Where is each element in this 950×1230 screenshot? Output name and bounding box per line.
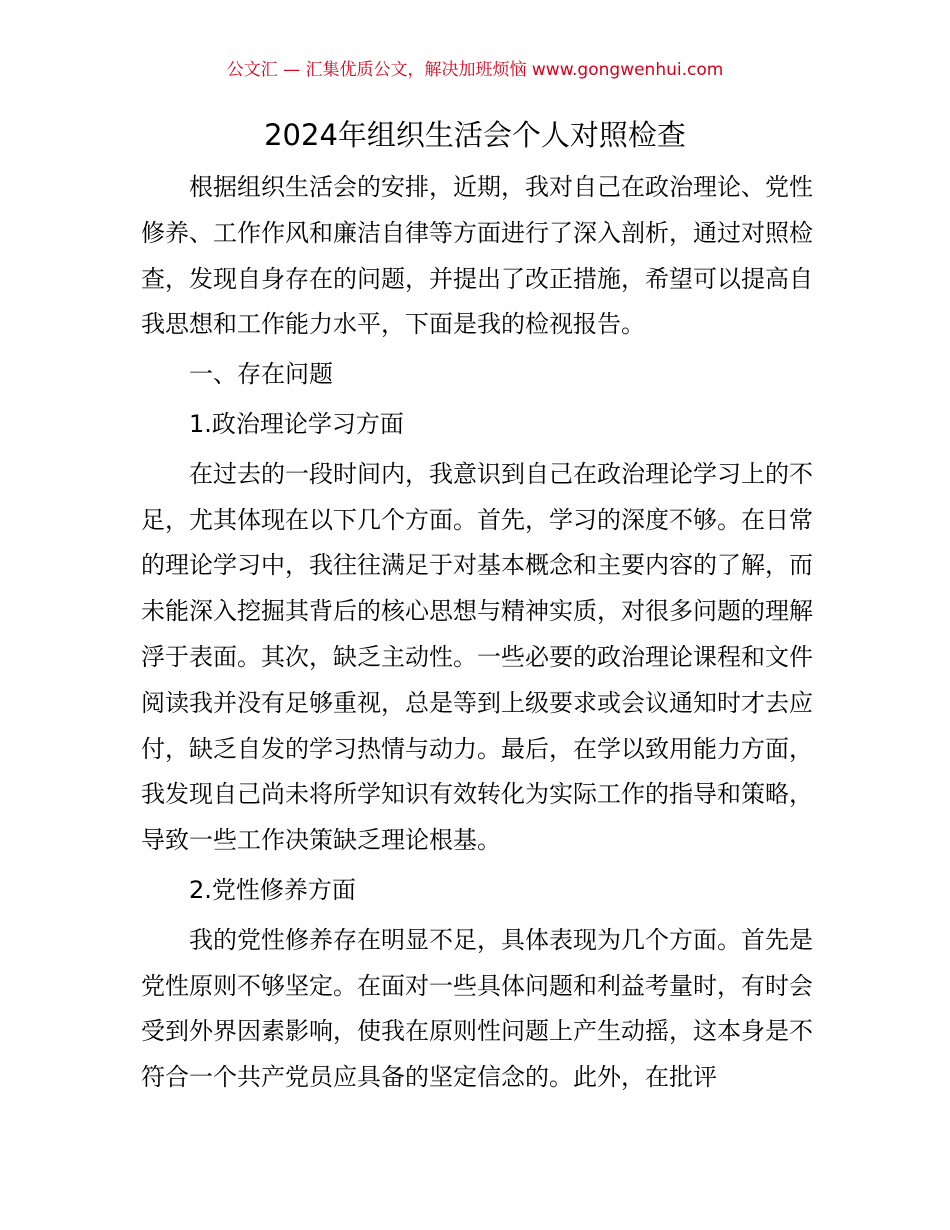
party-spirit-paragraph: 我的党性修养存在明显不足，具体表现为几个方面。首先是党性原则不够坚定。在面对一些具体问题和利益考量时，有时会受到外界因素影响，使我在原则性问题上产生动摇，这本身是不符合一个共产党员应具备的坚定信念的。此外，在批评 [141, 925, 813, 1092]
document-body [141, 165, 813, 1105]
section-heading-problems: 一、存在问题 [189, 360, 333, 389]
subheading-political-theory: 1.政治理论学习方面 [189, 409, 404, 438]
document-title: 2024年组织生活会个人对照检查 [264, 118, 686, 152]
intro-paragraph: 根据组织生活会的安排，近期，我对自己在政治理论、党性修养、工作作风和廉洁自律等方面进行了深入剖析，通过对照检查，发现自身存在的问题，并提出了改正措施，希望可以提高自我思想和工作能力水平，下面是我的检视报告。 [141, 173, 813, 339]
header-site-link[interactable]: 公文汇 — 汇集优质公文，解决加班烦恼 www.gongwenhui.com [226, 60, 724, 80]
subheading-party-spirit: 2.党性修养方面 [189, 875, 356, 904]
political-theory-paragraph: 在过去的一段时间内，我意识到自己在政治理论学习上的不足，尤其体现在以下几个方面。首先，学习的深度不够。在日常的理论学习中，我往往满足于对基本概念和主要内容的了解，而未能深入挖掘其背后的核心思想与精神实质，对很多问题的理解浮于表面。其次，缺乏主动性。一些必要的政治理论课程和文件阅读我并没有足够重视，总是等到上级要求或会议通知时才去应付，缺乏自发的学习热情与动力。最后，在学以致用能力方面，我发现自己尚未将所学知识有效转化为实际工作的指导和策略，导致一些工作决策缺乏理论根基。 [141, 459, 813, 855]
